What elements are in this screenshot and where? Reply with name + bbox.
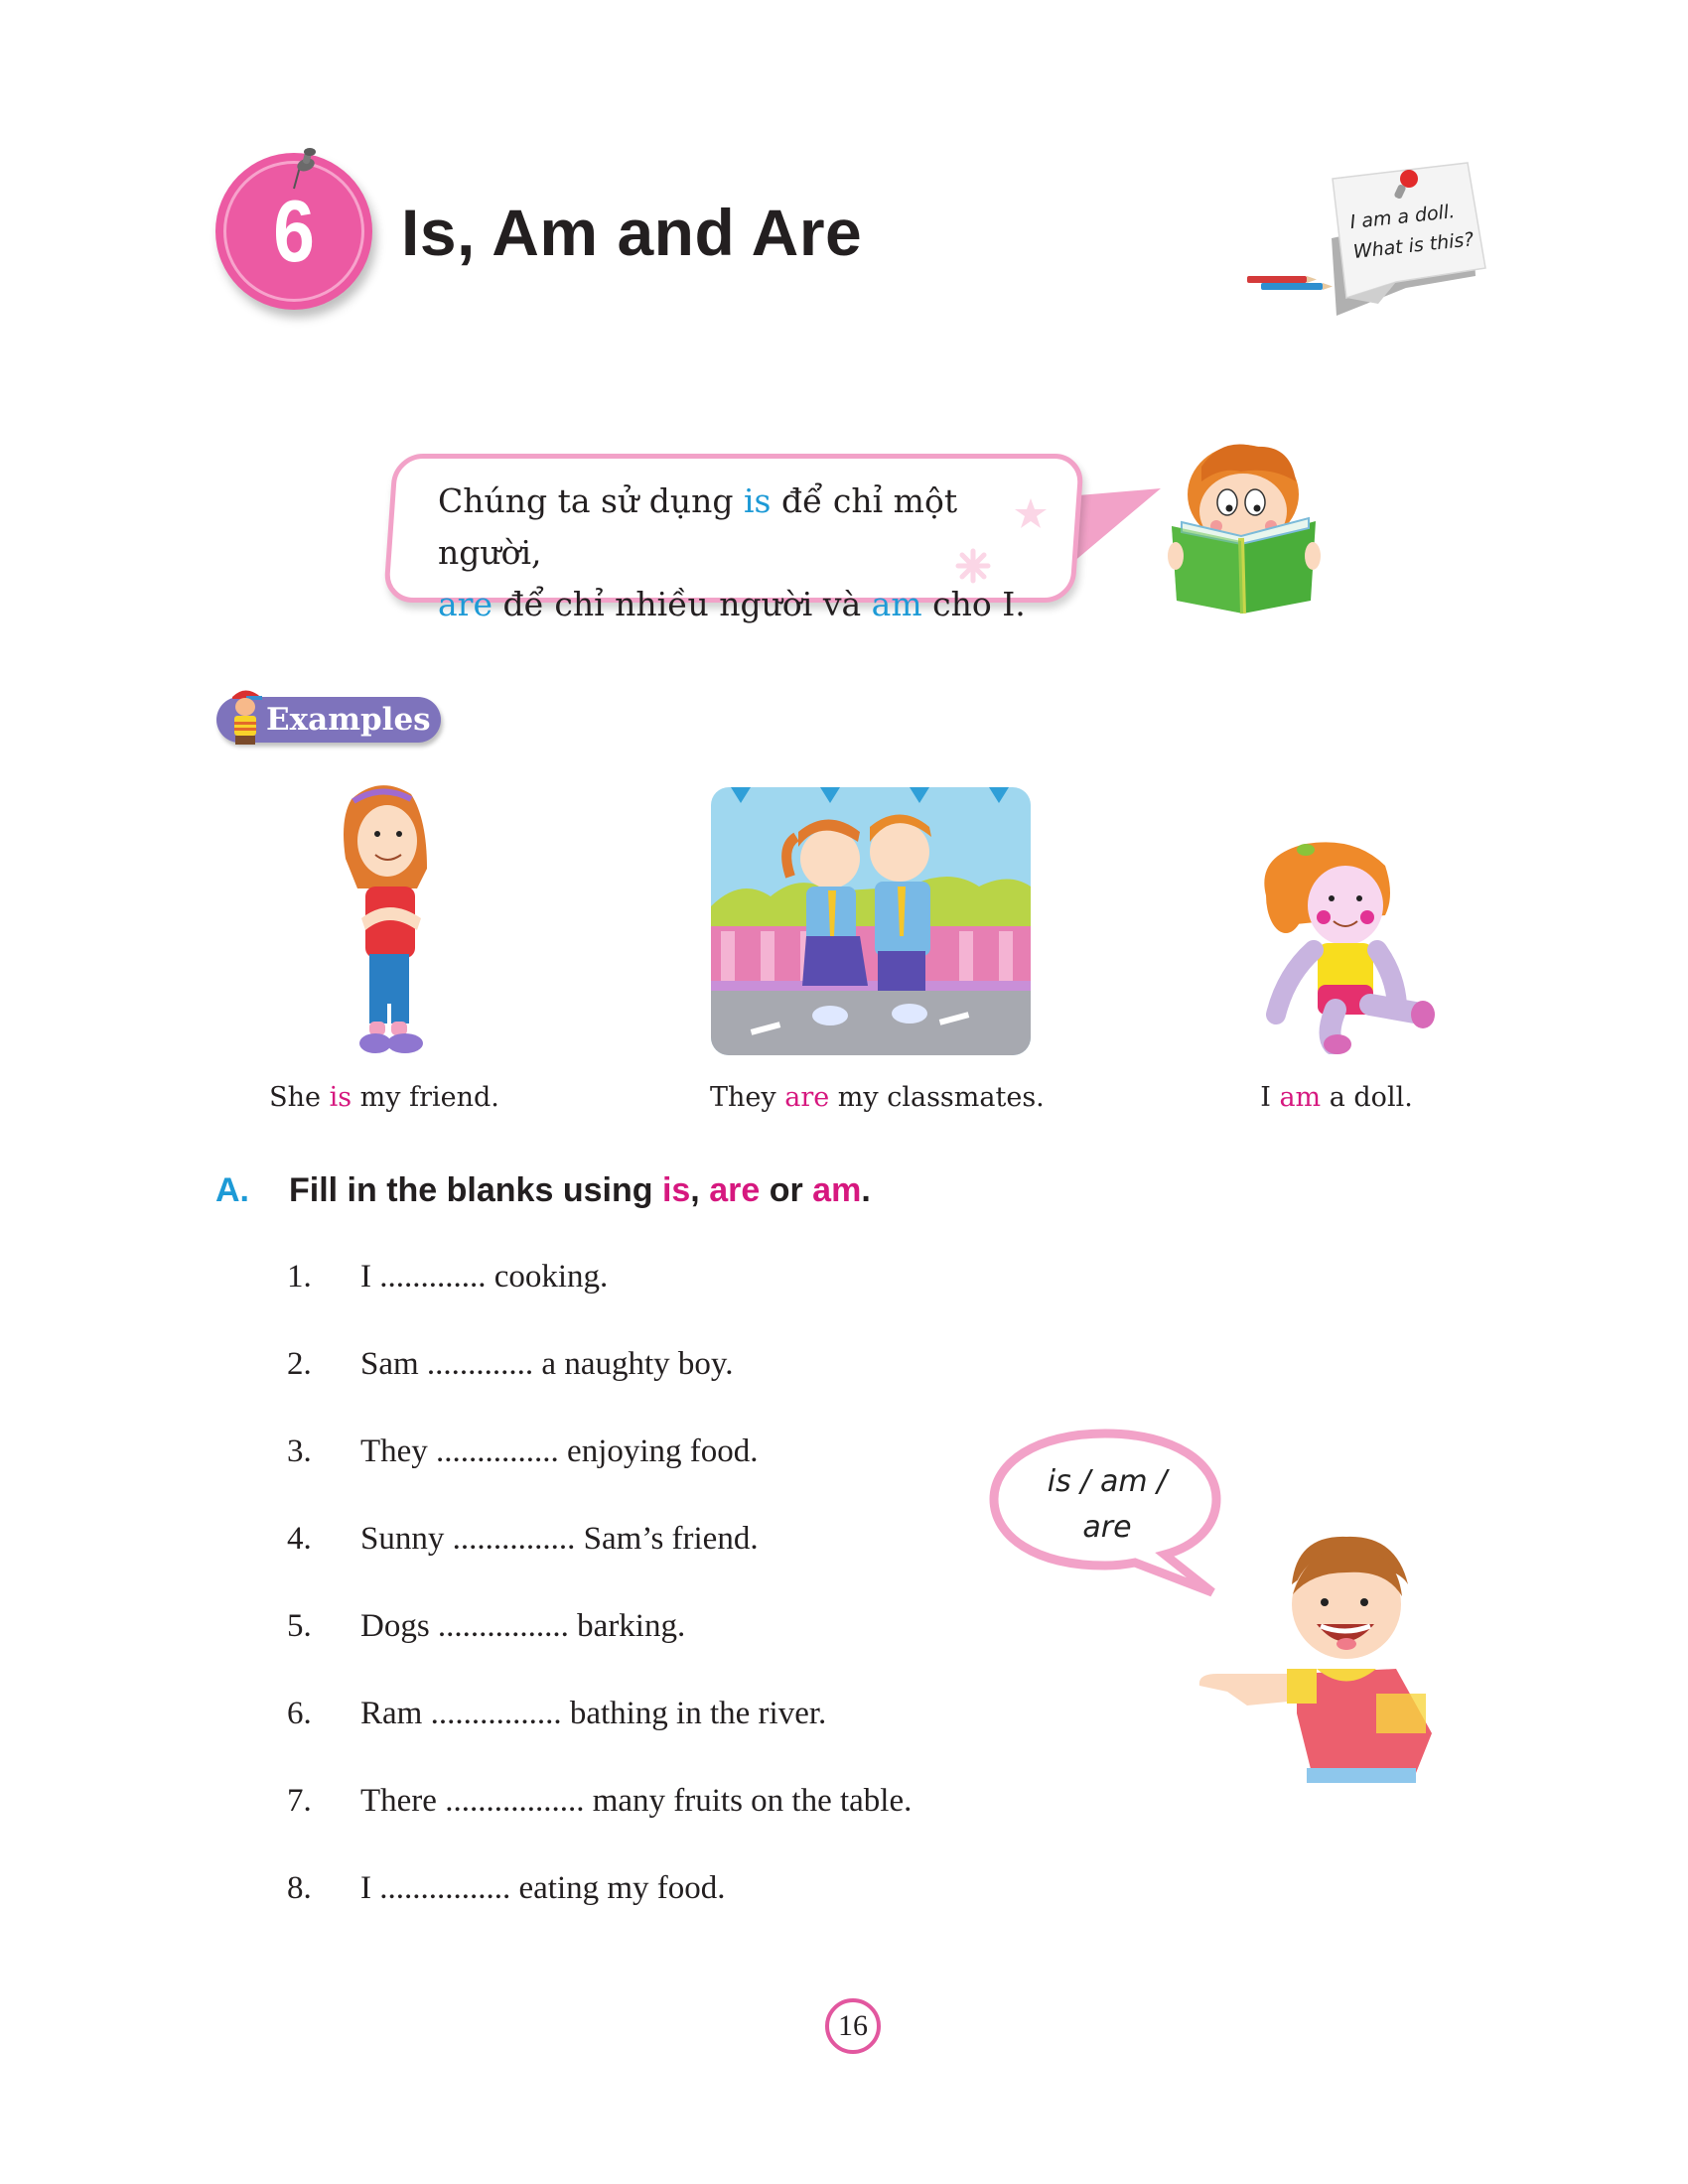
keyword-are: are bbox=[784, 1082, 830, 1113]
fill-in-blank-sentence[interactable]: Sam ............. a naughty boy. bbox=[360, 1346, 734, 1382]
fill-in-blank-sentence[interactable]: Sunny ............... Sam’s friend. bbox=[360, 1521, 759, 1557]
info-bubble-text bbox=[438, 476, 1063, 630]
chapter-number: 6 bbox=[273, 182, 315, 280]
item-number: 7. bbox=[287, 1783, 312, 1819]
exercise-letter: A. bbox=[215, 1171, 249, 1209]
example-caption-1: She is my friend. bbox=[269, 1082, 499, 1113]
doll-illustration bbox=[1246, 836, 1435, 1054]
keyword-is: is bbox=[661, 1171, 691, 1209]
info-line-2: are để chỉ nhiều người và am cho I. bbox=[438, 585, 1026, 623]
keyword-are: are bbox=[438, 585, 492, 623]
classmates-picture bbox=[711, 787, 1031, 1055]
item-number: 8. bbox=[287, 1870, 312, 1906]
page-title: Is, Am and Are bbox=[401, 196, 863, 269]
sticky-note bbox=[1247, 149, 1489, 318]
keyword-are: are bbox=[709, 1171, 761, 1209]
boy-pointing-illustration bbox=[1197, 1525, 1440, 1783]
item-number: 1. bbox=[287, 1259, 312, 1295]
sticky-note-line-2: What is this? bbox=[1351, 228, 1476, 263]
item-number: 4. bbox=[287, 1521, 312, 1557]
item-number: 3. bbox=[287, 1433, 312, 1469]
item-number: 6. bbox=[287, 1696, 312, 1731]
girl-illustration bbox=[330, 779, 449, 1059]
fill-in-blank-sentence[interactable]: They ............... enjoying food. bbox=[360, 1433, 759, 1469]
keyword-am: am bbox=[812, 1171, 862, 1209]
keyword-is: is bbox=[329, 1082, 352, 1113]
keyword-is: is bbox=[743, 481, 772, 520]
keyword-am: am bbox=[871, 585, 922, 623]
pushpin-icon bbox=[290, 147, 320, 191]
fill-in-blank-sentence[interactable]: Ram ................ bathing in the river. bbox=[360, 1696, 827, 1731]
example-caption-3: I am a doll. bbox=[1260, 1082, 1413, 1113]
exercise-heading: Fill in the blanks using is, are or am. bbox=[289, 1171, 871, 1209]
keyword-am: am bbox=[1279, 1082, 1322, 1113]
kid-with-cap-icon bbox=[226, 685, 266, 747]
page-number: 16 bbox=[838, 2009, 868, 2042]
fill-in-blank-sentence[interactable]: I ............. cooking. bbox=[360, 1259, 609, 1295]
examples-label: Examples bbox=[266, 702, 431, 738]
item-number: 2. bbox=[287, 1346, 312, 1382]
boy-reading-book-illustration bbox=[1162, 437, 1326, 615]
info-line-1: Chúng ta sử dụng is để chỉ một người, bbox=[438, 481, 958, 572]
sticky-note-line-1: I am a doll. bbox=[1348, 201, 1457, 234]
hint-bubble-text: is / am / are bbox=[1047, 1464, 1168, 1545]
fill-in-blank-sentence[interactable]: There ................. many fruits on the table. bbox=[360, 1783, 913, 1819]
fill-in-blank-sentence[interactable]: Dogs ................ barking. bbox=[360, 1608, 686, 1644]
example-caption-2: They are my classmates. bbox=[710, 1082, 1045, 1113]
item-number: 5. bbox=[287, 1608, 312, 1644]
fill-in-blank-sentence[interactable]: I ................ eating my food. bbox=[360, 1870, 726, 1906]
